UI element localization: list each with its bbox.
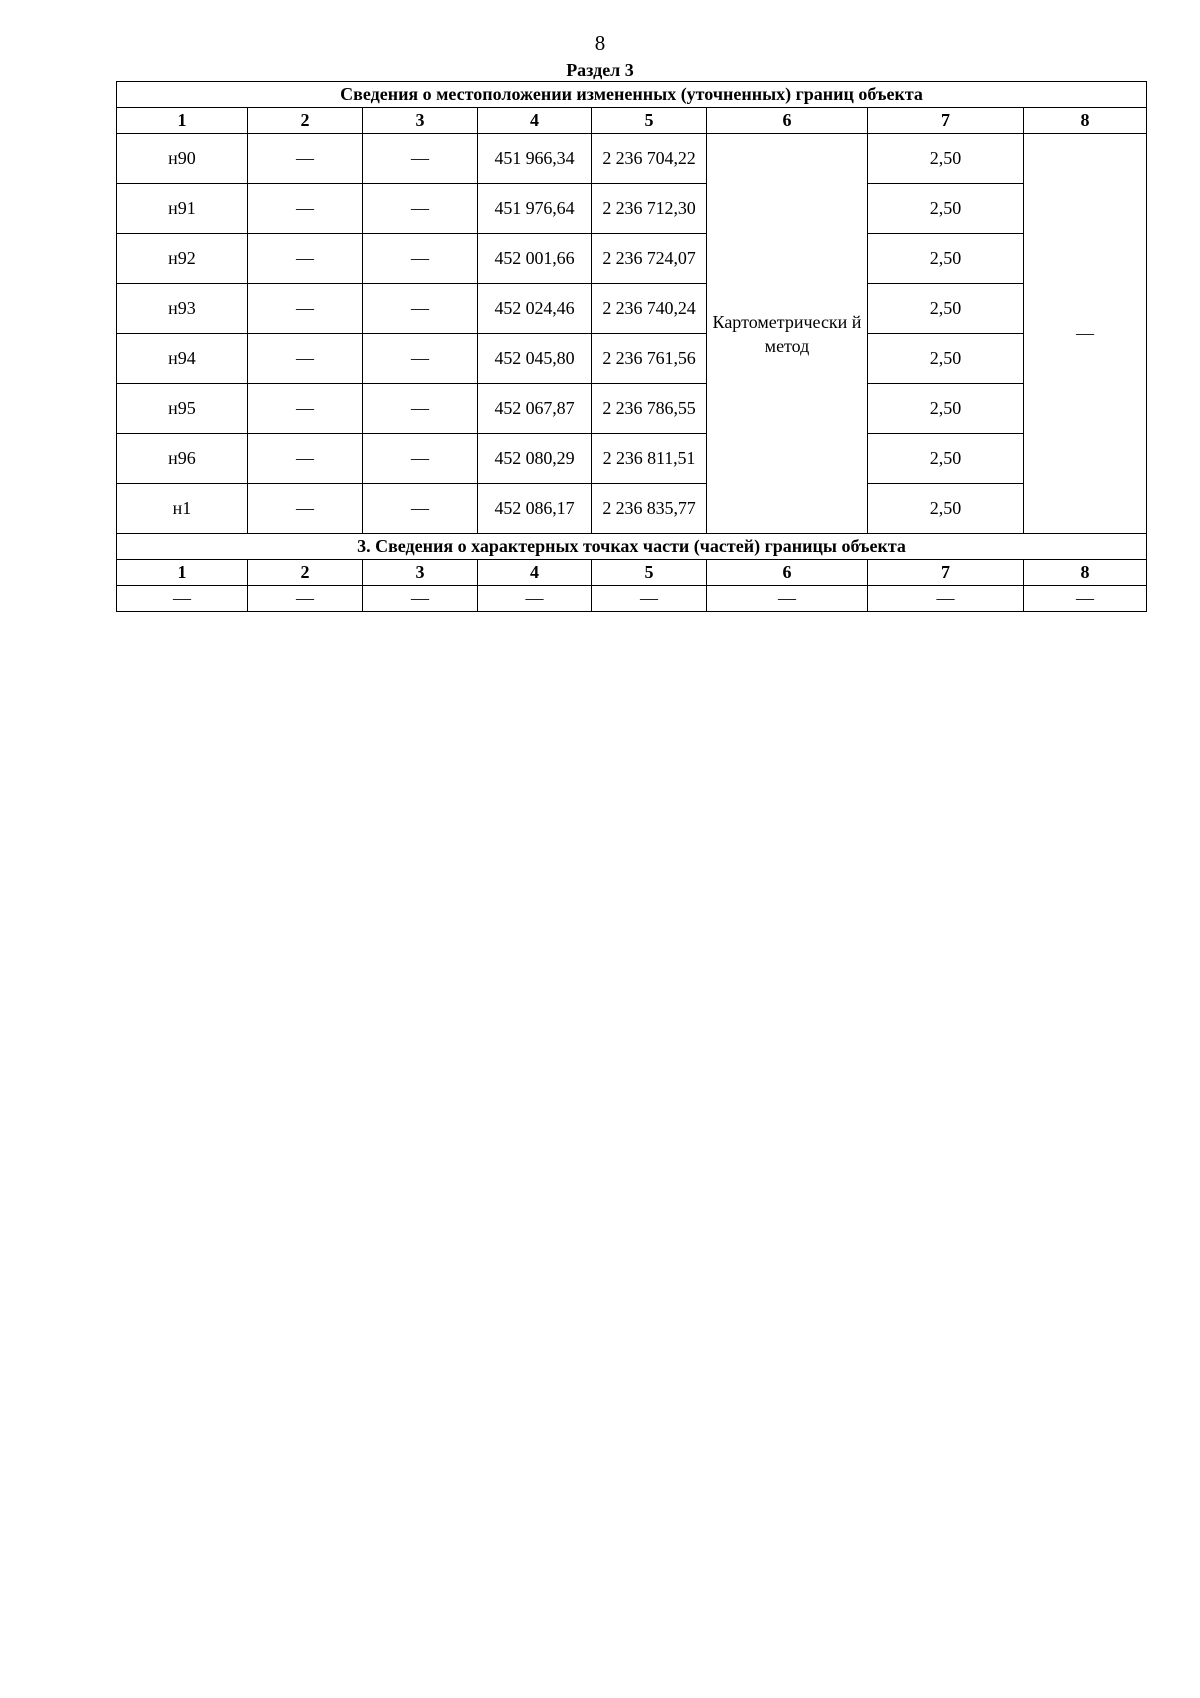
empty-cell: —: [868, 586, 1024, 612]
column-header: 3: [363, 108, 478, 134]
empty-cell: —: [478, 586, 592, 612]
col2-cell: —: [248, 484, 363, 534]
point-name-cell: н91: [117, 184, 248, 234]
accuracy-cell: 2,50: [868, 384, 1024, 434]
x-coordinate-cell: 452 067,87: [478, 384, 592, 434]
column-header: 6: [707, 560, 868, 586]
col3-cell: —: [363, 434, 478, 484]
col2-cell: —: [248, 434, 363, 484]
table1-body: [117, 82, 1147, 612]
col2-cell: —: [248, 134, 363, 184]
accuracy-cell: 2,50: [868, 134, 1024, 184]
accuracy-cell: 2,50: [868, 334, 1024, 384]
empty-cell: —: [707, 586, 868, 612]
table-row: [117, 184, 1147, 234]
accuracy-cell: 2,50: [868, 234, 1024, 284]
x-coordinate-cell: 452 045,80: [478, 334, 592, 384]
y-coordinate-cell: 2 236 811,51: [592, 434, 707, 484]
y-coordinate-cell: 2 236 835,77: [592, 484, 707, 534]
point-name-cell: н1: [117, 484, 248, 534]
section-title: Раздел 3: [566, 60, 634, 80]
column-header: 3: [363, 560, 478, 586]
col2-cell: —: [248, 234, 363, 284]
accuracy-cell: 2,50: [868, 284, 1024, 334]
col3-cell: —: [363, 484, 478, 534]
x-coordinate-cell: 452 086,17: [478, 484, 592, 534]
table2-title: 3. Сведения о характерных точках части (частей) границы объекта: [117, 534, 1147, 560]
col3-cell: —: [363, 384, 478, 434]
accuracy-cell: 2,50: [868, 434, 1024, 484]
point-name-cell: н94: [117, 334, 248, 384]
empty-cell: —: [1024, 586, 1147, 612]
col2-cell: —: [248, 184, 363, 234]
col3-cell: —: [363, 334, 478, 384]
column-header: 1: [117, 560, 248, 586]
y-coordinate-cell: 2 236 712,30: [592, 184, 707, 234]
table-row: [117, 284, 1147, 334]
accuracy-cell: 2,50: [868, 484, 1024, 534]
column-header: 2: [248, 560, 363, 586]
x-coordinate-cell: 452 080,29: [478, 434, 592, 484]
y-coordinate-cell: 2 236 761,56: [592, 334, 707, 384]
x-coordinate-cell: 451 976,64: [478, 184, 592, 234]
table-row: [117, 384, 1147, 434]
col2-cell: —: [248, 384, 363, 434]
column-header: 7: [868, 108, 1024, 134]
column-header: 4: [478, 108, 592, 134]
point-name-cell: н92: [117, 234, 248, 284]
column-header: 4: [478, 560, 592, 586]
x-coordinate-cell: 452 001,66: [478, 234, 592, 284]
x-coordinate-cell: 452 024,46: [478, 284, 592, 334]
y-coordinate-cell: 2 236 740,24: [592, 284, 707, 334]
empty-cell: —: [592, 586, 707, 612]
point-name-cell: н90: [117, 134, 248, 184]
table-row: [117, 334, 1147, 384]
y-coordinate-cell: 2 236 724,07: [592, 234, 707, 284]
empty-cell: —: [363, 586, 478, 612]
table-row: [117, 586, 1147, 612]
col3-cell: —: [363, 184, 478, 234]
empty-cell: —: [248, 586, 363, 612]
x-coordinate-cell: 451 966,34: [478, 134, 592, 184]
column-header: 6: [707, 108, 868, 134]
table2-header-row: [117, 560, 1147, 586]
col3-cell: —: [363, 234, 478, 284]
boundary-table: [116, 81, 1147, 612]
method-cell: Картометрически й метод: [707, 134, 868, 534]
table-row: [117, 434, 1147, 484]
column-header: 5: [592, 108, 707, 134]
col2-cell: —: [248, 334, 363, 384]
column-header: 5: [592, 560, 707, 586]
point-name-cell: н93: [117, 284, 248, 334]
column-header: 1: [117, 108, 248, 134]
column-header: 2: [248, 108, 363, 134]
empty-cell: —: [117, 586, 248, 612]
col2-cell: —: [248, 284, 363, 334]
column-header: 8: [1024, 560, 1147, 586]
column-header: 8: [1024, 108, 1147, 134]
accuracy-cell: 2,50: [868, 184, 1024, 234]
col3-cell: —: [363, 284, 478, 334]
table1-title: Сведения о местоположении измененных (уточненных) границ объекта: [117, 82, 1147, 108]
y-coordinate-cell: 2 236 704,22: [592, 134, 707, 184]
page-number: 8: [594, 31, 606, 55]
table-row: [117, 134, 1147, 184]
table1-title-row: [117, 82, 1147, 108]
table-row: [117, 484, 1147, 534]
point-name-cell: н96: [117, 434, 248, 484]
col8-cell: —: [1024, 134, 1147, 534]
col3-cell: —: [363, 134, 478, 184]
point-name-cell: н95: [117, 384, 248, 434]
table1-header-row: [117, 108, 1147, 134]
column-header: 7: [868, 560, 1024, 586]
table2-title-row: [117, 534, 1147, 560]
y-coordinate-cell: 2 236 786,55: [592, 384, 707, 434]
table-row: [117, 234, 1147, 284]
